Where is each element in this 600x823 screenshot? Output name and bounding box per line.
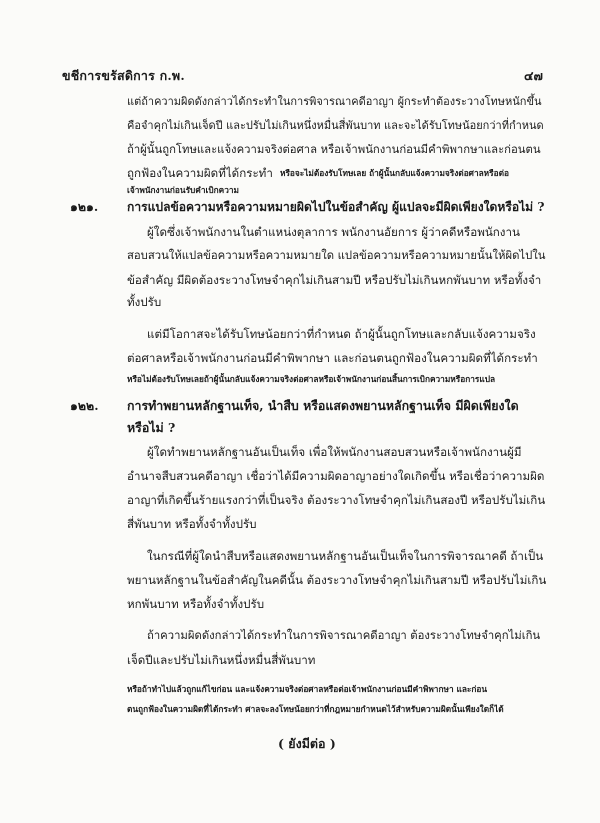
s122-p2-line-2: พยานหลักฐานในข้อสำคัญในคดีนั้น ต้องระวางโทษจำคุกไม่เกินสามปี หรือปรับไม่เกิน (127, 573, 547, 587)
section-121-title: การแปลข้อความหรือความหมายผิดไปในข้อสำคัญ ผู้แปลจะมีผิดเพียงใดหรือไม่ ? (127, 200, 545, 214)
intro-line-1: แต่ถ้าความผิดดังกล่าวได้กระทำในการพิจารณาคดีอาญา ผู้กระทำต้องระวางโทษหนักขึ้น (127, 95, 542, 108)
running-header: ขชีการขรัสดิการ ก.พ. (62, 68, 185, 83)
s121-p1-line-1: ผู้ใดซึ่งเจ้าพนักงานในตำแหน่งตุลาการ พนักงานอัยการ ผู้ว่าคดีหรือพนักงาน (147, 225, 520, 239)
intro-line-3: ถ้าผู้นั้นถูกโทษและแจ้งความจริงต่อศาล หรือเจ้าพนักงานก่อนมีคำพิพากษาและก่อนตน (127, 143, 541, 156)
section-122-title: การทำพยานหลักฐานเท็จ, นำสืบ หรือแสดงพยานหลักฐานเท็จ มีผิดเพียงใด (127, 398, 519, 413)
s122-p1-line-3: อาญาที่เกิดขึ้นร้ายแรงกว่าที่เป็นจริง ต้องระวางโทษจำคุกไม่เกินสองปี หรือปรับไม่เกิน (127, 493, 546, 507)
s121-p2-line-2: ต่อศาลหรือเจ้าพนักงานก่อนมีคำพิพากษา และก่อนตนถูกฟ้องในความผิดที่ได้กระทำ (127, 351, 538, 365)
intro-line-2: คือจำคุกไม่เกินเจ็ดปี และปรับไม่เกินหนึ่งหมื่นสี่พันบาท และจะได้รับโทษน้อยกว่าที่กำหนด (127, 119, 544, 132)
continued-marker: ( ยังมีต่อ ) (278, 736, 336, 751)
page-number: ๔๗ (524, 68, 543, 83)
s122-small-note-2: ตนถูกฟ้องในความผิดที่ได้กระทำ ศาลจะลงโทษน้อยกว่าที่กฎหมายกำหนดไว้สำหรับความผิดนั้นเพียงใดก็ได้ (127, 704, 504, 714)
s122-p1-line-2: อำนาจสืบสวนคดีอาญา เชื่อว่าได้มีความผิดอาญาอย่างใดเกิดขึ้น หรือเชื่อว่าความผิด (127, 469, 545, 483)
section-122-number: ๑๒๒. (70, 398, 99, 413)
s121-p2-line-1: แต่มีโอกาสจะได้รับโทษน้อยกว่าที่กำหนด ถ้าผู้นั้นถูกโทษและกลับแจ้งความจริง (147, 327, 536, 341)
s121-p1-line-4: ทั้งปรับ (127, 295, 162, 309)
s122-p2-line-3: หกพันบาท หรือทั้งจำทั้งปรับ (127, 597, 265, 611)
section-122-title-cont: หรือไม่ ? (127, 420, 176, 435)
s121-p1-line-2: สอบสวนให้แปลข้อความหรือความหมายใด แปลข้อความหรือความหมายนั้นให้ผิดไปใน (127, 249, 546, 262)
intro-small-tail: หรือจะไม่ต้องรับโทษเลย ถ้าผู้นั้นกลับแจ้งความจริงต่อศาลหรือต่อ (280, 168, 509, 178)
s122-p3-line-1: ถ้าความผิดดังกล่าวได้กระทำในการพิจารณาคดีอาญา ต้องระวางโทษจำคุกไม่เกิน (147, 629, 541, 642)
s121-p1-line-3: ข้อสำคัญ มีผิดต้องระวางโทษจำคุกไม่เกินสามปี หรือปรับไม่เกินหกพันบาท หรือทั้งจำ (127, 273, 542, 287)
s122-p1-line-4: สี่พันบาท หรือทั้งจำทั้งปรับ (127, 517, 257, 531)
s121-small-note: หรือไม่ต้องรับโทษเลยถ้าผู้นั้นกลับแจ้งความจริงต่อศาลหรือเจ้าพนักงานก่อนสิ้นการเบิกความหรือการแปล (127, 374, 496, 384)
s122-p2-line-1: ในกรณีที่ผู้ใดนำสืบหรือแสดงพยานหลักฐานอันเป็นเท็จในการพิจารณาคดี ถ้าเป็น (147, 549, 544, 563)
s122-small-note-1: หรือถ้าทำไปแล้วถูกแก้ไขก่อน และแจ้งความจริงต่อศาลหรือต่อเจ้าพนักงานก่อนมีคำพิพากษา และก่อน (127, 684, 488, 694)
s122-p1-line-1: ผู้ใดทำพยานหลักฐานอันเป็นเท็จ เพื่อให้พนักงานสอบสวนหรือเจ้าพนักงานผู้มี (147, 445, 522, 459)
section-121-number: ๑๒๑. (70, 199, 99, 214)
s122-p3-line-2: เจ็ดปีและปรับไม่เกินหนึ่งหมื่นสี่พันบาท (127, 653, 316, 667)
intro-line-4: ถูกฟ้องในความผิดที่ได้กระทำ (127, 166, 273, 180)
intro-small-line: เจ้าพนักงานก่อนรับคำเบิกความ (127, 185, 239, 195)
